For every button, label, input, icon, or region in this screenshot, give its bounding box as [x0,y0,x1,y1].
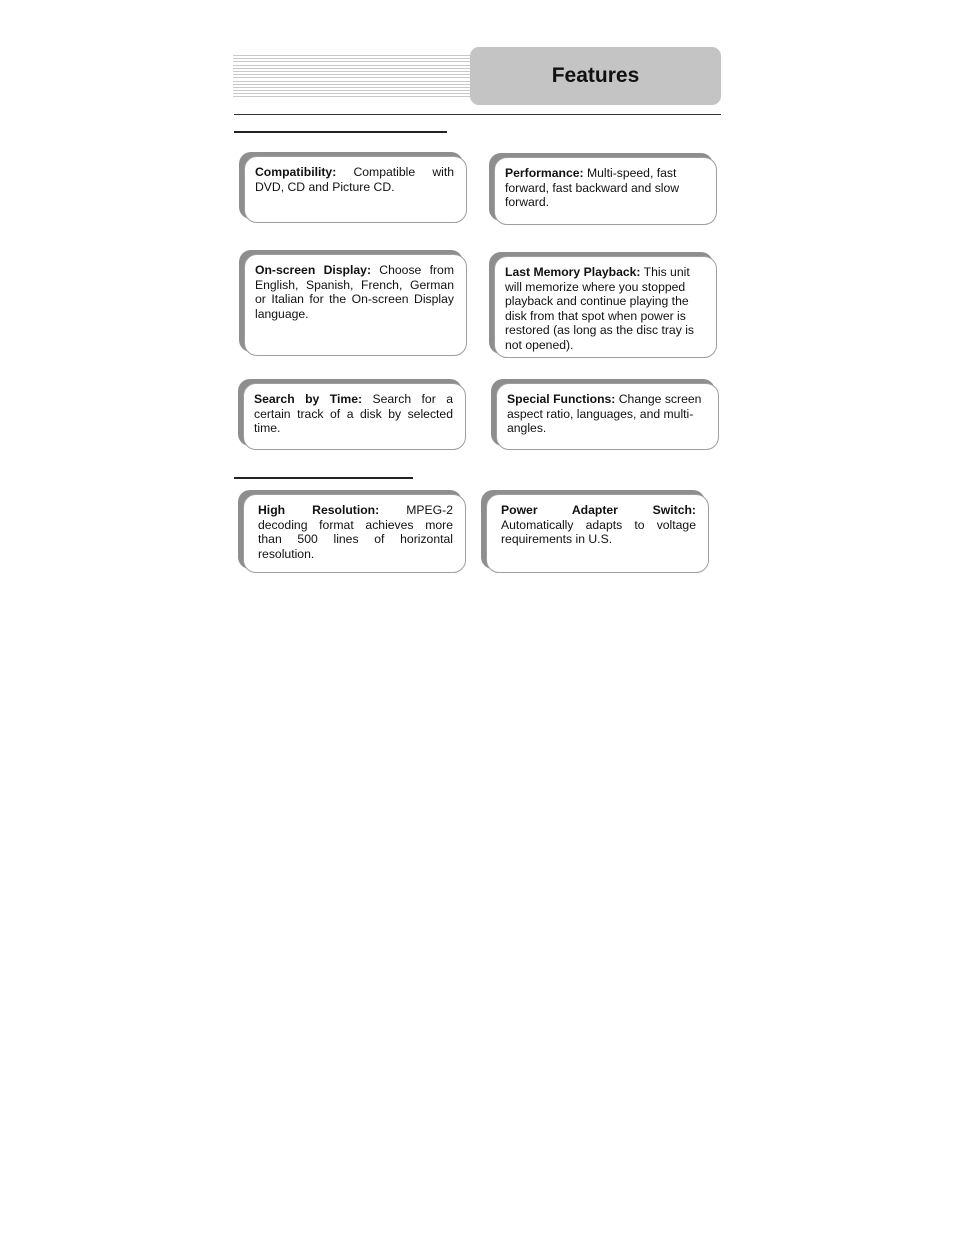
feature-title: On-screen Display: [255,263,371,277]
feature-title: Compatibility: [255,165,337,179]
feature-card-compatibility [239,152,467,223]
feature-title: Power Adapter Switch: [501,503,696,517]
feature-text: MPEG-2 decoding format achieves more than 500 lines of horizontal resolution. [258,503,453,561]
feature-card-onscreen-display [239,250,467,356]
feature-text: Compatible with DVD, CD and Picture CD. [255,165,454,194]
feature-card-last-memory [489,252,717,358]
feature-title: Performance: [505,166,584,180]
page-title: Features [551,64,640,87]
section-rule-1 [234,131,447,133]
feature-text: Automatically adapts to voltage requirements in U.S. [501,517,696,546]
section-rule-2 [234,477,413,479]
feature-card-special-functions [491,379,719,450]
feature-title: Last Memory Playback: [505,265,641,279]
header-stripes [233,55,473,97]
feature-card-power-adapter [481,490,709,573]
feature-text: Search for a certain track of a disk by selected time. [254,392,453,435]
feature-text: Multi-speed, fast forward, fast backward and slow forward. [505,166,680,209]
feature-text: Choose from English, Spanish, French, German or Italian for the On-screen Display language. [255,263,454,321]
feature-title: Search by Time: [254,392,363,406]
feature-card-high-resolution [238,490,466,573]
feature-text: Change screen aspect ratio, languages, and multi-angles. [507,392,702,435]
feature-title: High Resolution: [258,503,380,517]
header-rule [234,114,721,115]
feature-card-performance [489,153,717,225]
page-title-tab [470,47,721,105]
feature-text: This unit will memorize where you stopped playback and continue playing the disk from that spot when power is restored (as long as the disc tray is not opened). [505,265,694,352]
feature-card-search-by-time [238,379,466,450]
feature-title: Special Functions: [507,392,616,406]
